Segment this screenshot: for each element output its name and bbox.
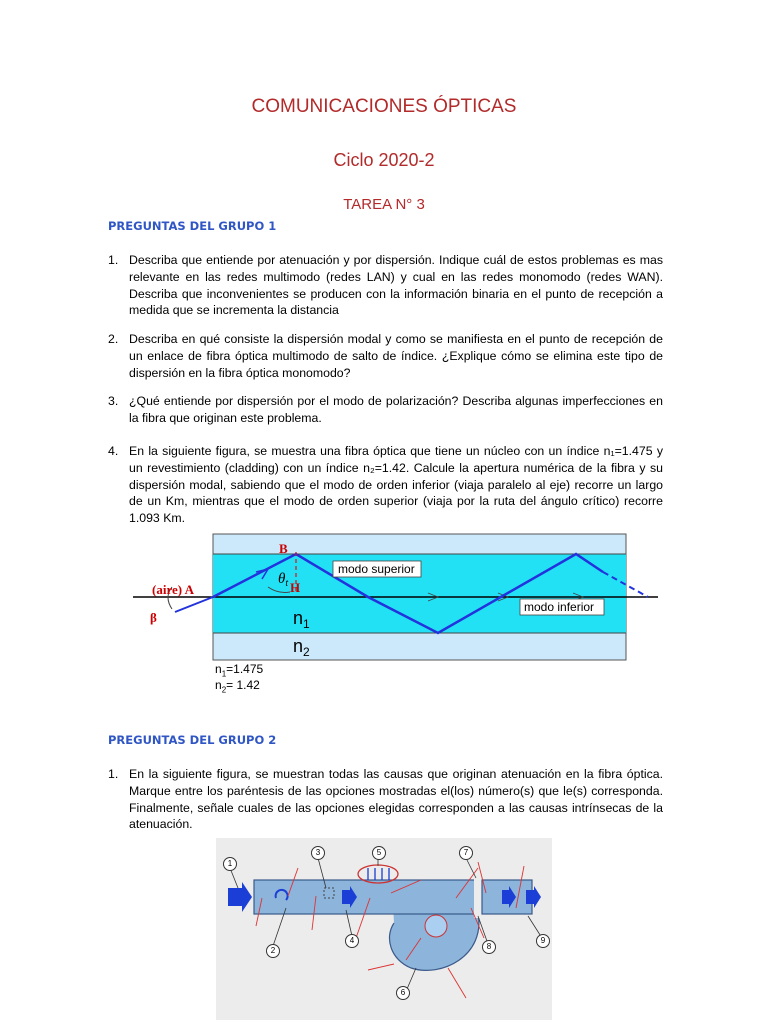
- question-number: 4.: [108, 444, 119, 458]
- loop-core: [425, 915, 447, 937]
- question-item: [108, 443, 663, 527]
- callout-marker: 5: [372, 846, 386, 860]
- n1-value-text: [215, 662, 263, 678]
- n2-symbol: n: [215, 678, 222, 692]
- lower-mode-label: modo inferior: [524, 600, 595, 614]
- question-number: 1.: [108, 767, 119, 781]
- n1-subscript: 1: [221, 669, 227, 679]
- question-item: [108, 393, 663, 427]
- callout-marker: 3: [311, 846, 325, 860]
- callout-marker: 6: [396, 986, 410, 1000]
- question-text: ¿Qué entiende por dispersión por el modo de polarización? Describa algunas imperfecciones en la fibra que originan este problema.: [129, 394, 663, 425]
- label-air-a: (aire) A: [152, 582, 194, 597]
- n1-symbol: n: [215, 662, 222, 676]
- fiber-segment-gap: [474, 876, 482, 918]
- incident-ray: [175, 597, 213, 612]
- question-item: [108, 331, 663, 381]
- n1-value: =1.475: [226, 662, 264, 676]
- callout-marker: 1: [223, 857, 237, 871]
- callout-marker: 7: [459, 846, 473, 860]
- n2-value: = 1.42: [226, 678, 260, 692]
- callout-marker: 9: [536, 934, 550, 948]
- question-number: 2.: [108, 332, 119, 346]
- question-item: [108, 766, 663, 833]
- fiber-optic-figure: [128, 532, 668, 662]
- question-text: En la siguiente figura, se muestran todas las causas que originan atenuación en la fibra óptica. Marque entre los paréntesis de las opciones mostradas el(los) número(s) que le(s) corresponda. Finalmente, señale cuales de las opciones elegidas corresponden a las causas intrínsecas de la atenuación.: [129, 767, 663, 832]
- question-text: Describa en qué consiste la dispersión modal y como se manifiesta en el punto de recepción de un enlace de fibra óptica multimodo de salto de índice. ¿Explique cómo se elimina este tipo de dispersión en la fibra óptica monomodo?: [129, 332, 663, 380]
- question-number: 3.: [108, 394, 119, 408]
- n2-subscript: 2: [221, 685, 227, 695]
- question-text: Describa que entiende por atenuación y por dispersión. Indique cuál de estos problemas es mas relevante en las redes multimodo (redes LAN) y cual en las redes monomodo (redes WAN). Describa que inconvenientes se producen con la información binaria en el punto de recepción a medida que se incrementa la distancia: [129, 253, 663, 318]
- n2-value-text: [215, 678, 260, 694]
- callout-marker: 8: [482, 940, 496, 954]
- callout-marker: 4: [345, 934, 359, 948]
- label-h: H: [290, 580, 301, 595]
- homework-label: TAREA N° 3: [343, 196, 425, 213]
- upper-mode-label: modo superior: [338, 562, 415, 576]
- attenuation-figure: [216, 838, 552, 1020]
- label-n2: $n_2$: [293, 636, 310, 659]
- label-b: B: [279, 541, 288, 556]
- question-item: [108, 252, 663, 319]
- cycle-label: Ciclo 2020-2: [333, 150, 435, 170]
- document-title: COMUNICACIONES ÓPTICAS: [251, 96, 517, 117]
- group1-heading: PREGUNTAS DEL GRUPO 1: [108, 219, 277, 233]
- group2-heading: PREGUNTAS DEL GRUPO 2: [108, 733, 277, 747]
- label-beta: β: [150, 610, 157, 625]
- label-n1: $n_1$: [293, 608, 310, 631]
- label-theta: $\theta_t$: [278, 571, 289, 589]
- question-text: En la siguiente figura, se muestra una fibra óptica que tiene un núcleo con un índice n₁=1.475 y un revestimiento (cladding) con un índice n₂=1.42. Calcule la apertura numérica de la fibra y su dispersión modal, sabiendo que el modo de orden inferior (viaja paralelo al eje) recorre un largo de un Km, mientras que el modo de orden superior (viaja por la ruta del ángulo crítico) recorre 1.093 Km.: [129, 444, 663, 526]
- question-number: 1.: [108, 253, 119, 267]
- callout-marker: 2: [266, 944, 280, 958]
